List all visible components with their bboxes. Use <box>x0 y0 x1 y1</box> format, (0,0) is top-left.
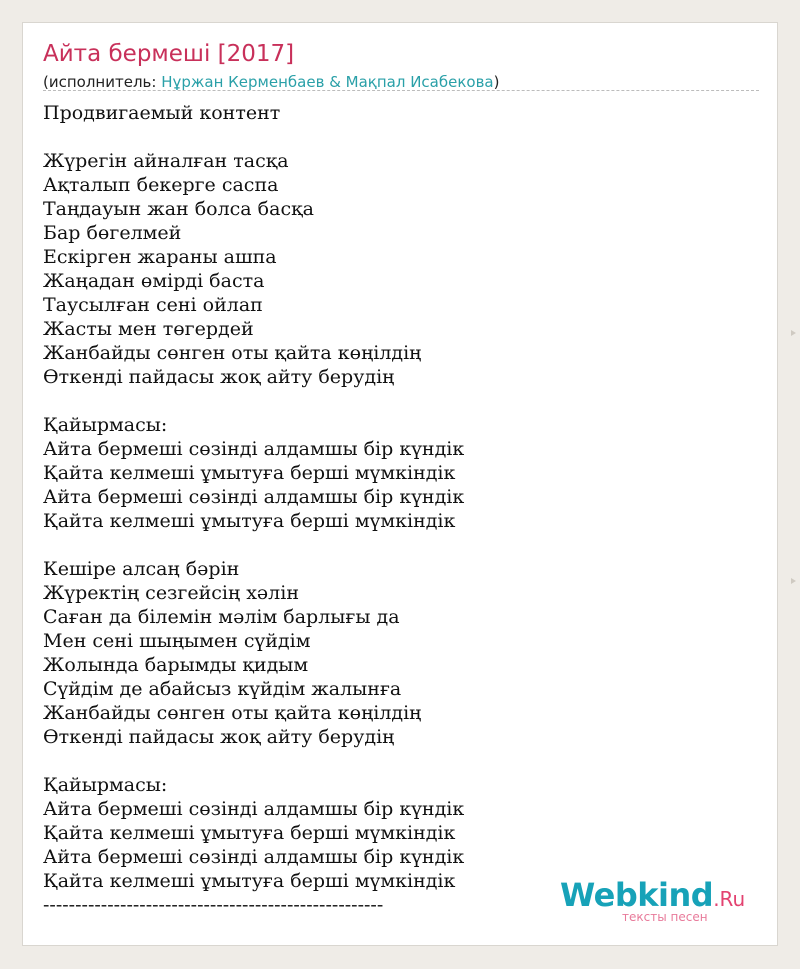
edge-mark <box>791 330 796 336</box>
title-divider <box>43 90 759 91</box>
song-title: Айта бермеші [2017] <box>43 41 295 67</box>
webkind-logo[interactable] <box>560 876 745 914</box>
performer-prefix: (исполнитель: <box>43 73 162 91</box>
logo-tagline: тексты песен <box>622 910 708 924</box>
edge-mark <box>791 578 796 584</box>
performer-line <box>43 73 499 91</box>
lyrics-card <box>22 22 778 946</box>
logo-name: Webkind <box>560 876 714 914</box>
lyrics-text: Продвигаемый контент Жүрегін айналған тасқа Ақталып бекерге саспа Таңдауын жан болса басқа Бар бөгелмей Ескірген жараны ашпа Жаңадан өмірді баста Таусылған сені ойлап Жасты мен төгердей Жанбайды сөнген оты қайта көңілдің Өткенді пайдасы жоқ айту берудің Қайырмасы: Айта бермеші сөзінді алдамшы бір күндік Қайта келмеші ұмытуға берші мүмкіндік Айта бермеші сөзінді алдамшы бір күндік Қайта келмеші ұмытуға берші мүмкіндік Кешіре алсаң бәрін Жүректің сезгейсің хәлін Саған да білемін мәлім барлығы да Мен сені шыңымен сүйдім Жолында барымды қидым Сүйдім де абайсыз күйдім жалынға Жанбайды сөнген оты қайта көңілдің Өткенді пайдасы жоқ айту берудің Қайырмасы: Айта бермеші сөзінді алдамшы бір күндік Қайта келмеші ұмытуға берші мүмкіндік Айта бермеші сөзінді алдамшы бір күндік Қайта келмеші ұмытуға берші мүмкіндік ----------------------------------------------------- <box>43 102 465 916</box>
logo-tld: .Ru <box>713 887 746 911</box>
artist-link[interactable]: Нұржан Керменбаев & Мақпал Исабекова <box>161 73 494 91</box>
performer-suffix: ) <box>493 73 500 91</box>
